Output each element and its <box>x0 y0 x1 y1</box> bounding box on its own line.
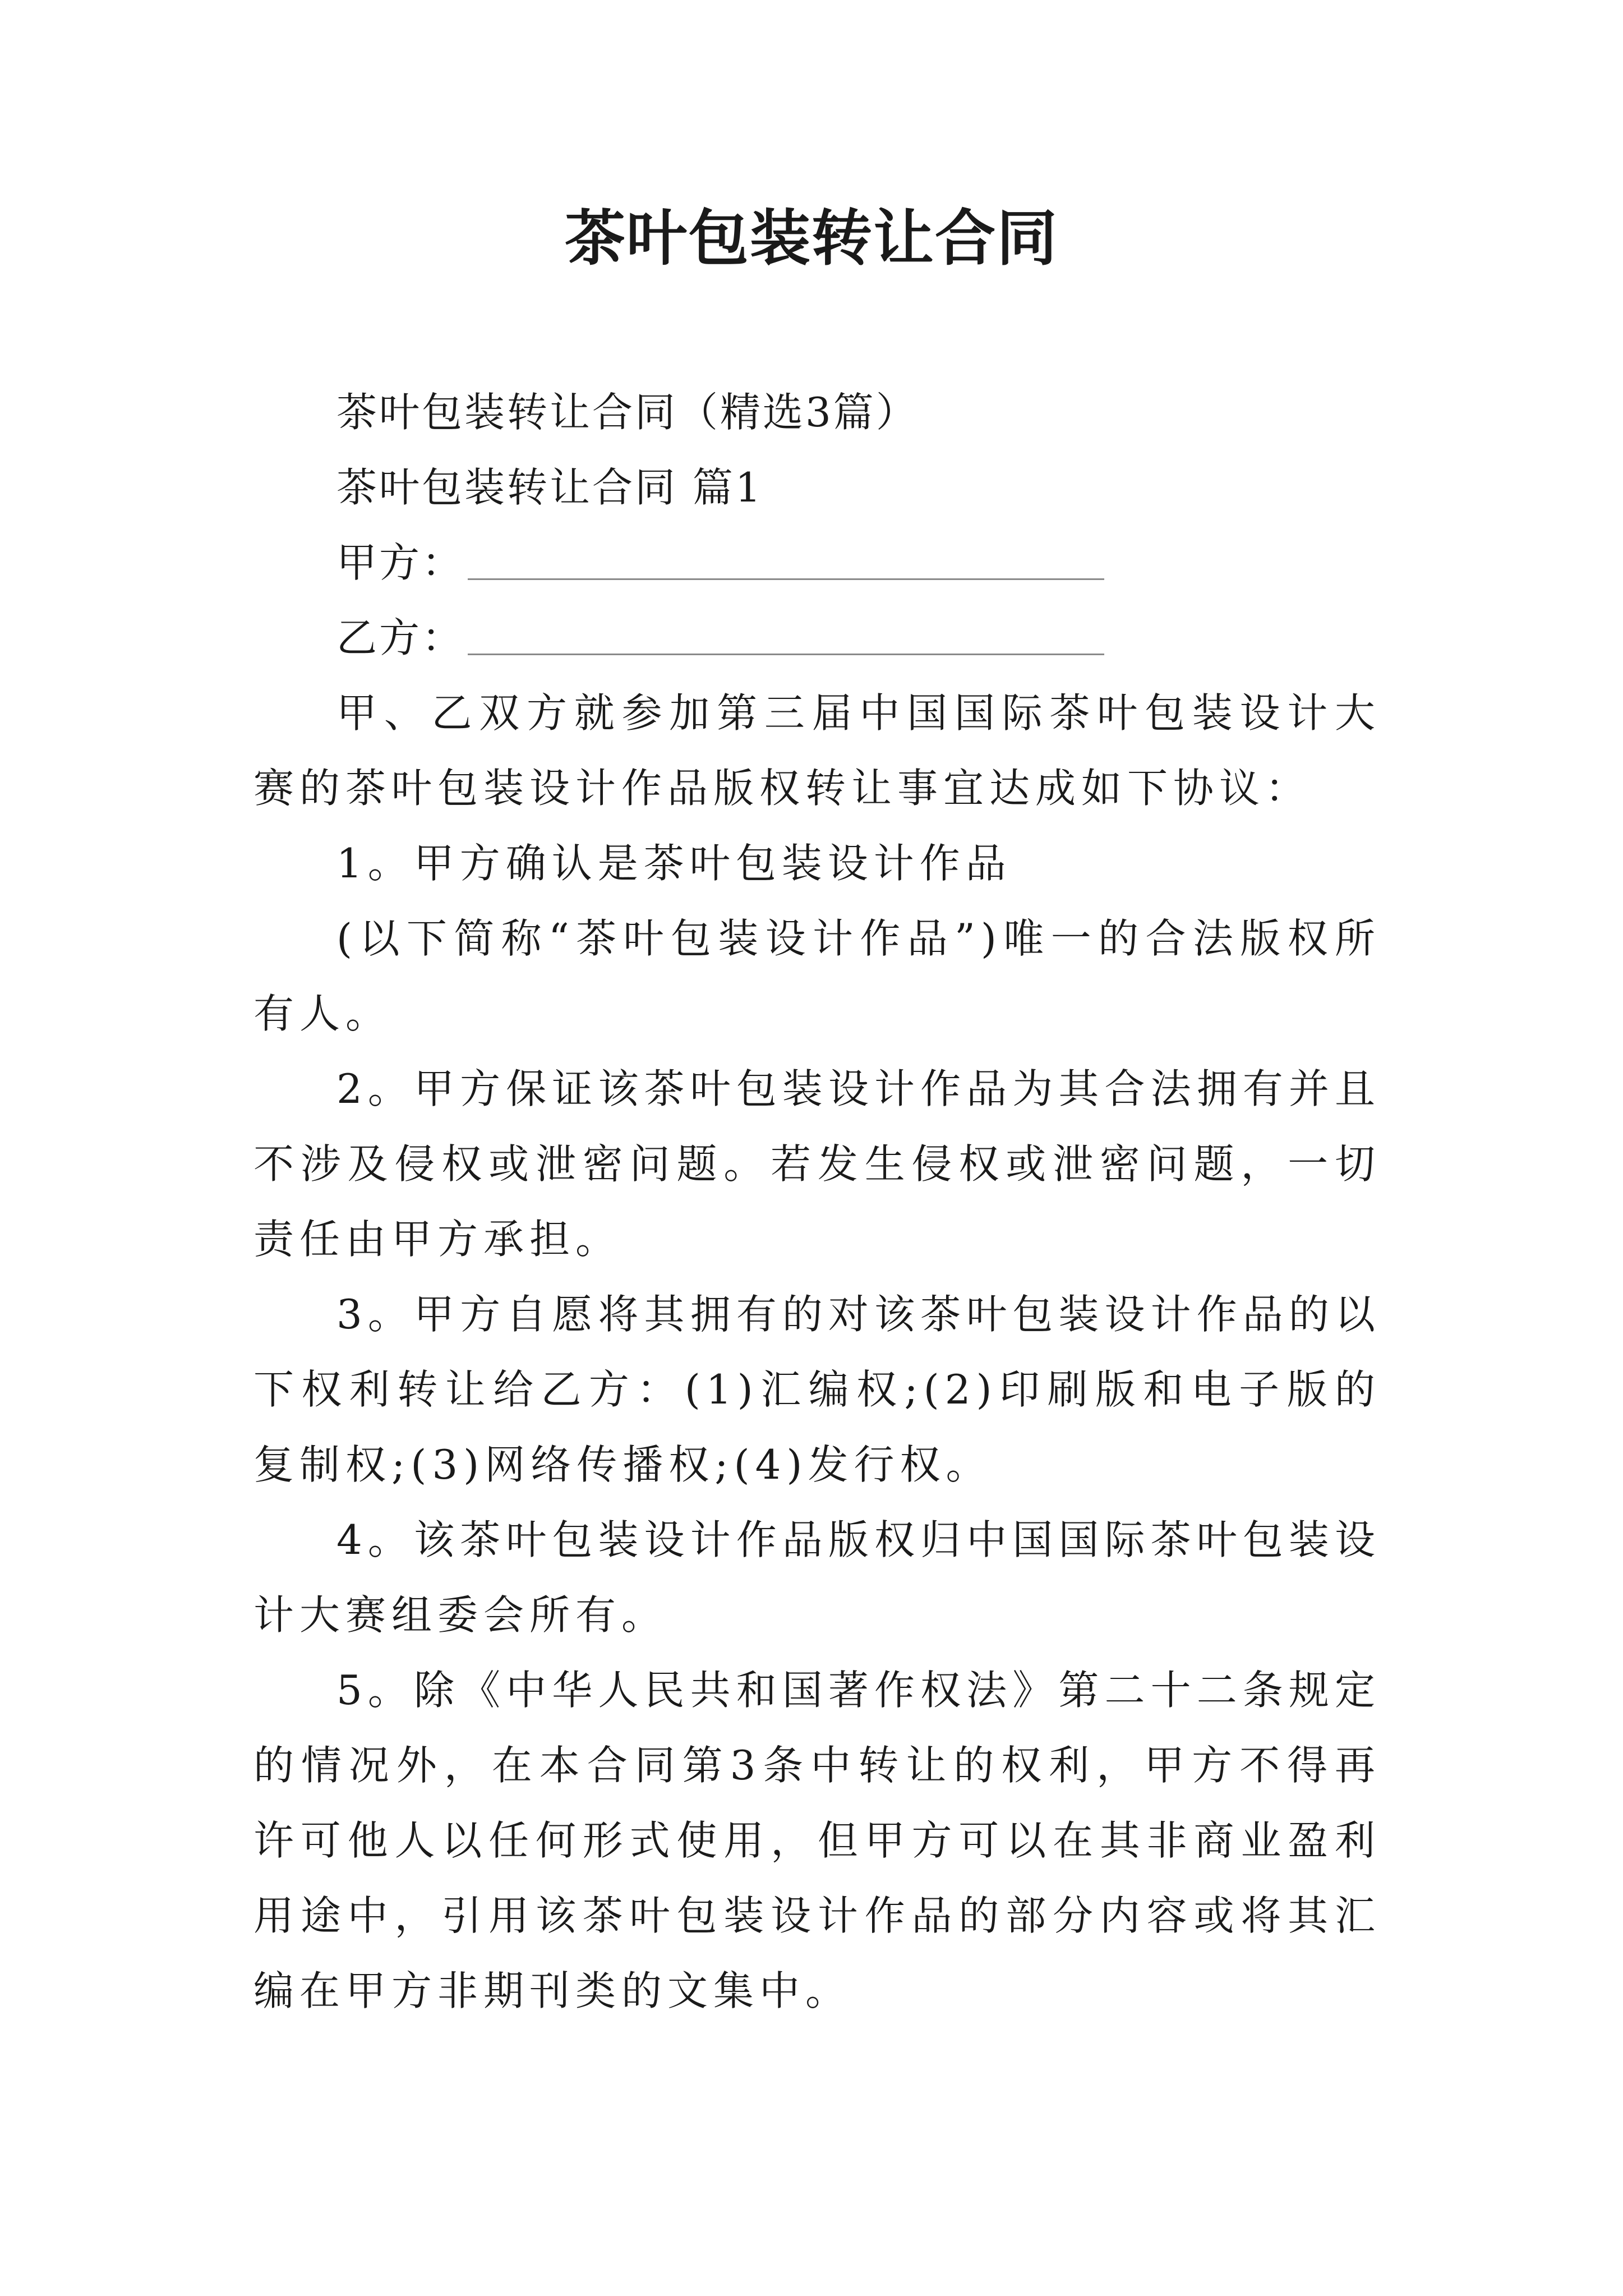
section-heading: 茶叶包装转让合同 篇1 <box>336 464 763 511</box>
party-b-blank-line <box>468 620 1104 655</box>
party-a-label: 甲方： <box>336 539 465 586</box>
document-title: 茶叶包装转让合同 <box>564 203 1058 274</box>
paragraph-clause-1-cont: (以下简称“茶叶包装设计作品”)唯一的合法版权所有人。 <box>253 915 1381 1037</box>
document-body <box>253 375 1381 2028</box>
party-b-row <box>253 600 1381 675</box>
paragraph-clause-1: 1。甲方确认是茶叶包装设计作品 <box>336 840 1012 887</box>
paragraph-intro: 甲、乙双方就参加第三届中国国际茶叶包装设计大赛的茶叶包装设计作品版权转让事宜达成如下协议： <box>253 689 1381 812</box>
document-subtitle: 茶叶包装转让合同（精选3篇） <box>336 389 919 436</box>
party-a-blank-line <box>468 545 1104 580</box>
paragraph-clause-4: 4。该茶叶包装设计作品版权归中国国际茶叶包装设计大赛组委会所有。 <box>253 1516 1381 1639</box>
paragraph-clause-5: 5。除《中华人民共和国著作权法》第二十二条规定的情况外，在本合同第3条中转让的权利，甲方不得再许可他人以任何形式使用，但甲方可以在其非商业盈利用途中，引用该茶叶包装设计作品的部分内容或将其汇编在甲方非期刊类的文集中。 <box>253 1667 1381 2014</box>
paragraph-clause-2: 2。甲方保证该茶叶包装设计作品为其合法拥有并且不涉及侵权或泄密问题。若发生侵权或泄密问题，一切责任由甲方承担。 <box>253 1065 1381 1263</box>
party-a-row <box>253 525 1381 600</box>
paragraph-clause-3: 3。甲方自愿将其拥有的对该茶叶包装设计作品的以下权利转让给乙方：(1)汇编权;(2)印刷版和电子版的复制权;(3)网络传播权;(4)发行权。 <box>253 1291 1381 1488</box>
party-b-label: 乙方： <box>336 614 465 661</box>
